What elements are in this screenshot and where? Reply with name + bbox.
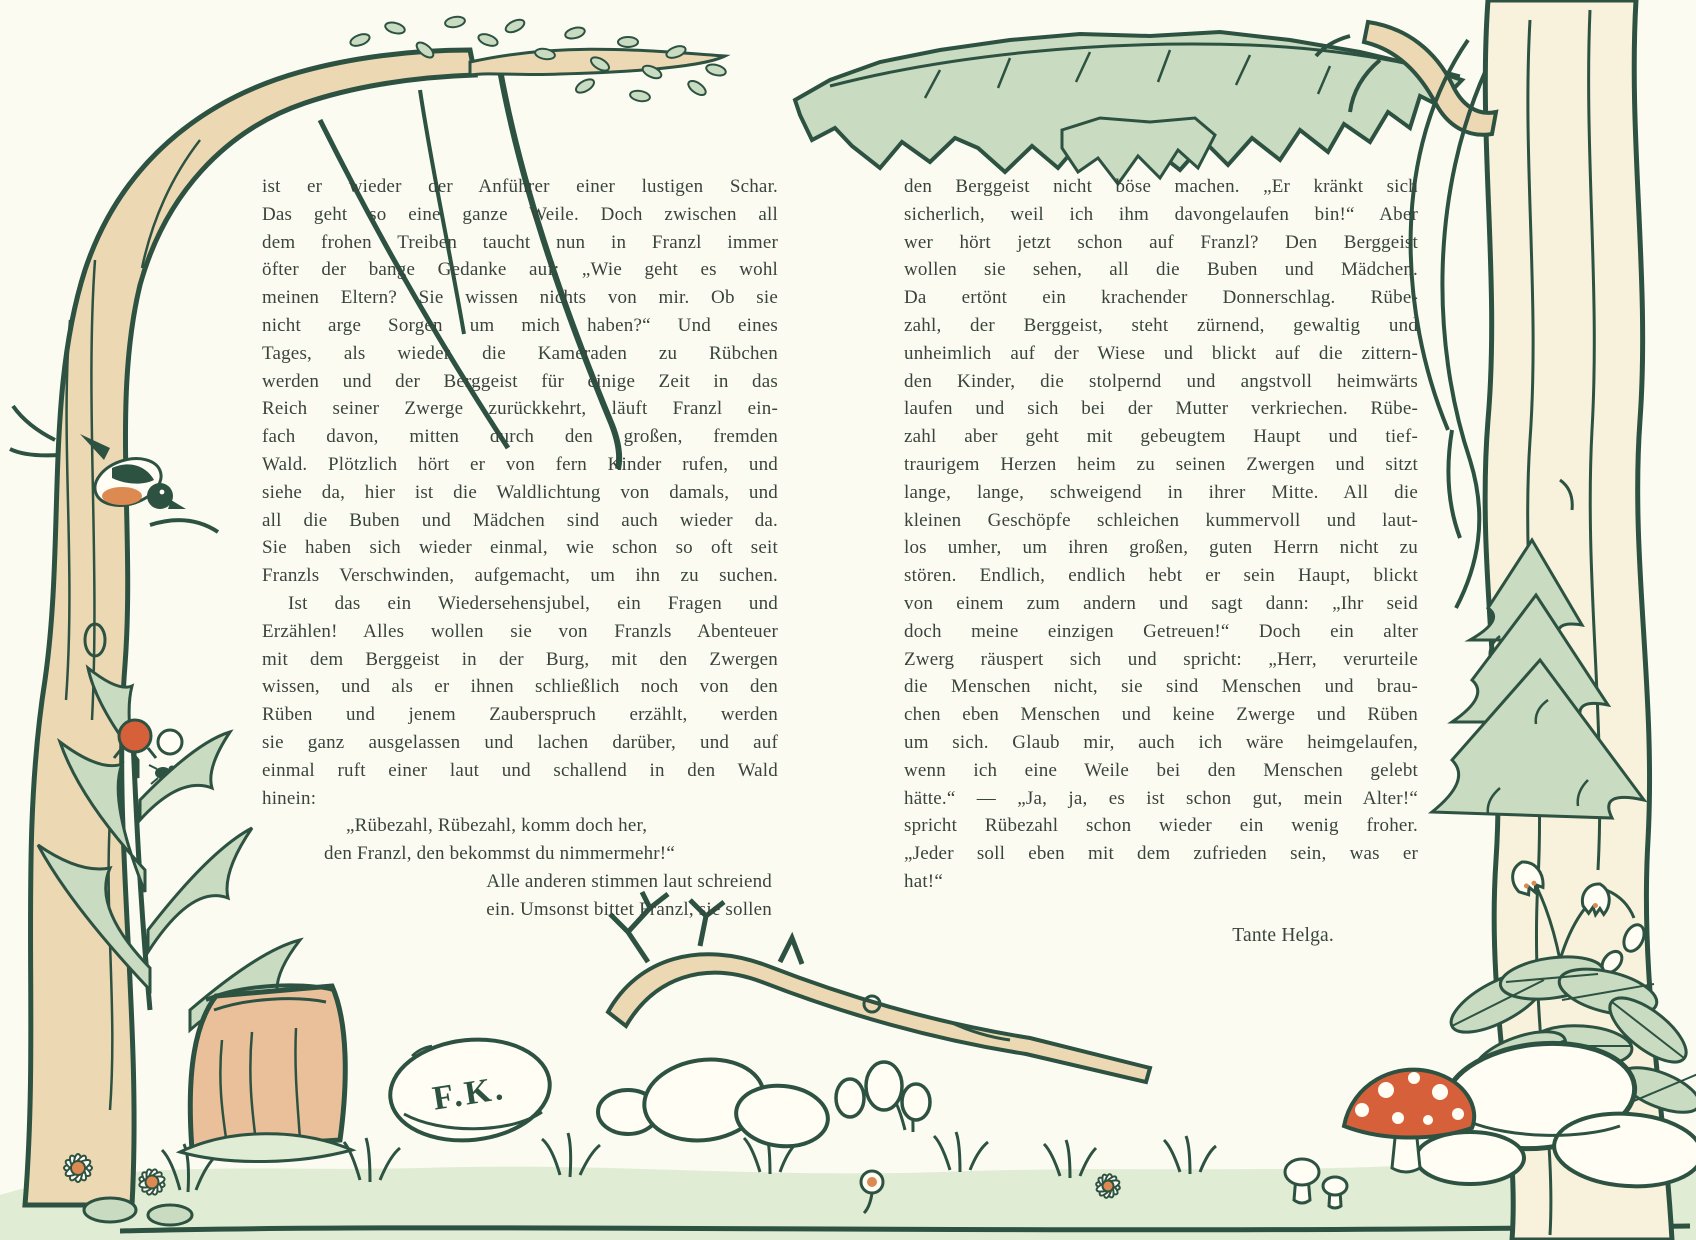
text-line: um sich. Glaub mir, auch ich wäre heimgelaufen, (904, 731, 1418, 753)
text-line: kleinen Geschöpfe schleichen kummervoll und laut- (904, 509, 1418, 531)
text-line: wer hört jetzt schon auf Franzl? Den Berggeist (904, 231, 1418, 253)
text-line: meinen Eltern? Sie wissen nichts von mir. Ob sie (262, 287, 778, 309)
text-line: wenn ich eine Weile bei den Menschen gelebt (904, 759, 1418, 781)
right-text-column (904, 173, 1418, 950)
text-line: wollen sie sehen, all die Buben und Mädchen. (904, 259, 1418, 281)
text-line: lange, lange, schweigend in ihrer Mitte. All die (904, 481, 1418, 503)
monogram-stone (385, 1032, 555, 1148)
text-line: Erzählen! Alles wollen sie von Franzls Abenteuer (262, 620, 778, 642)
text-line: dem frohen Treiben taucht nun in Franzl immer (262, 231, 778, 253)
text-line: traurigem Herzen heim zu seinen Zwergen und sitzt (904, 453, 1418, 475)
text-line: sie ganz ausgelassen und lachen darüber, und auf (262, 731, 778, 753)
text-line: werden und der Berggeist für einige Zeit in das (262, 370, 778, 392)
stones-illustration (598, 1052, 930, 1151)
text-line: hätte.“ — „Ja, ja, es ist schon gut, mein Alter!“ (904, 787, 1418, 809)
text-line: Ist das ein Wiedersehensjubel, ein Fragen und (288, 592, 778, 614)
text-line: Das geht so eine ganze Weile. Doch zwischen all (262, 203, 778, 225)
left-text-column (262, 173, 778, 924)
text-line: von einem zum andern und sagt dann: „Ihr seid (904, 592, 1418, 614)
text-line: den Franzl, den bekommst du nimmermehr!“ (324, 843, 675, 865)
text-line: unheimlich auf der Wiese und blickt auf die zittern- (904, 342, 1418, 364)
text-line: Zwerg räuspert sich und spricht: „Herr, verurteile (904, 648, 1418, 670)
text-line: den Kinder, die stolpernd und angstvoll heimwärts (904, 370, 1418, 392)
text-line: den Berggeist nicht böse machen. „Er kränkt sich (904, 176, 1418, 197)
text-line: doch meine einzigen Getreuen!“ Doch ein alter (904, 620, 1418, 642)
text-line: zahl, der Berggeist, steht zürnend, gewaltig und (904, 314, 1418, 336)
text-line: sicherlich, weil ich ihm davongelaufen bin!“ Aber (904, 203, 1418, 225)
text-line: „Rübezahl, Rübezahl, komm doch her, (346, 815, 648, 837)
text-line: mit dem Berggeist in der Burg, mit den Zwergen (262, 648, 778, 670)
text-line: hinein: (262, 787, 317, 809)
text-line: Franzls Verschwinden, aufgemacht, um ihn zu suchen. (262, 565, 778, 587)
text-line: „Jeder soll eben mit dem zufrieden sein, was er (904, 843, 1418, 865)
right-column-lines (904, 173, 1418, 896)
author-signature: Tante Helga. (1232, 924, 1334, 946)
text-line: chen eben Menschen und keine Zwerge und Rüben (904, 704, 1418, 726)
text-line: Wald. Plötzlich hört er von fern Kinder rufen, und (262, 453, 778, 475)
text-line: siehe da, hier ist die Waldlichtung von damals, und (262, 481, 778, 503)
tree-stump-illustration (180, 985, 352, 1161)
text-line: Alle anderen stimmen laut schreiend (486, 870, 772, 892)
text-line: ist er wieder der Anführer einer lustigen Schar. (262, 176, 778, 197)
fir-branch-illustration (795, 32, 1462, 184)
text-line: Sie haben sich wieder einmal, wie schon so oft seit (262, 537, 778, 559)
text-line: die Menschen nicht, sie sind Menschen und brau- (904, 676, 1418, 698)
text-line: wissen, und als er ihnen schließlich noch von den (262, 676, 778, 698)
artist-monogram: F.K. (430, 1069, 509, 1118)
small-daisy (1095, 1173, 1120, 1198)
text-line: öfter der bange Gedanke auf: „Wie geht es wohl (262, 259, 778, 281)
text-line: Da ertönt ein krachender Donnerschlag. Rübe- (904, 287, 1418, 309)
text-line: hat!“ (904, 870, 943, 892)
text-line: spricht Rübezahl schon wieder ein wenig froher. (904, 815, 1418, 837)
text-line: fach davon, mitten durch den großen, fremden (262, 426, 778, 448)
text-line: Rüben und jenem Zauberspruch erzählt, werden (262, 704, 778, 726)
text-line: nicht arge Sorgen um mich haben?“ Und eines (262, 314, 778, 336)
text-line: Reich seiner Zwerge zurückkehrt, läuft Franzl ein- (262, 398, 778, 420)
text-line: stören. Endlich, endlich hebt er sein Haupt, blickt (904, 565, 1418, 587)
text-line: Tages, als wieder die Kameraden zu Rübchen (262, 342, 778, 364)
text-line: laufen und sich bei der Mutter verkriechen. Rübe- (904, 398, 1418, 420)
text-line: einmal ruft einer laut und schallend in den Wald (262, 759, 778, 781)
text-line: zahl aber geht mit gebeugtem Haupt und tief- (904, 426, 1418, 448)
text-line: los umher, um ihren großen, guten Herrn nicht zu (904, 537, 1418, 559)
text-line: all die Buben und Mädchen sind auch wieder da. (262, 509, 778, 531)
text-line: ein. Umsonst bittet Franzl, sie sollen (486, 898, 772, 920)
